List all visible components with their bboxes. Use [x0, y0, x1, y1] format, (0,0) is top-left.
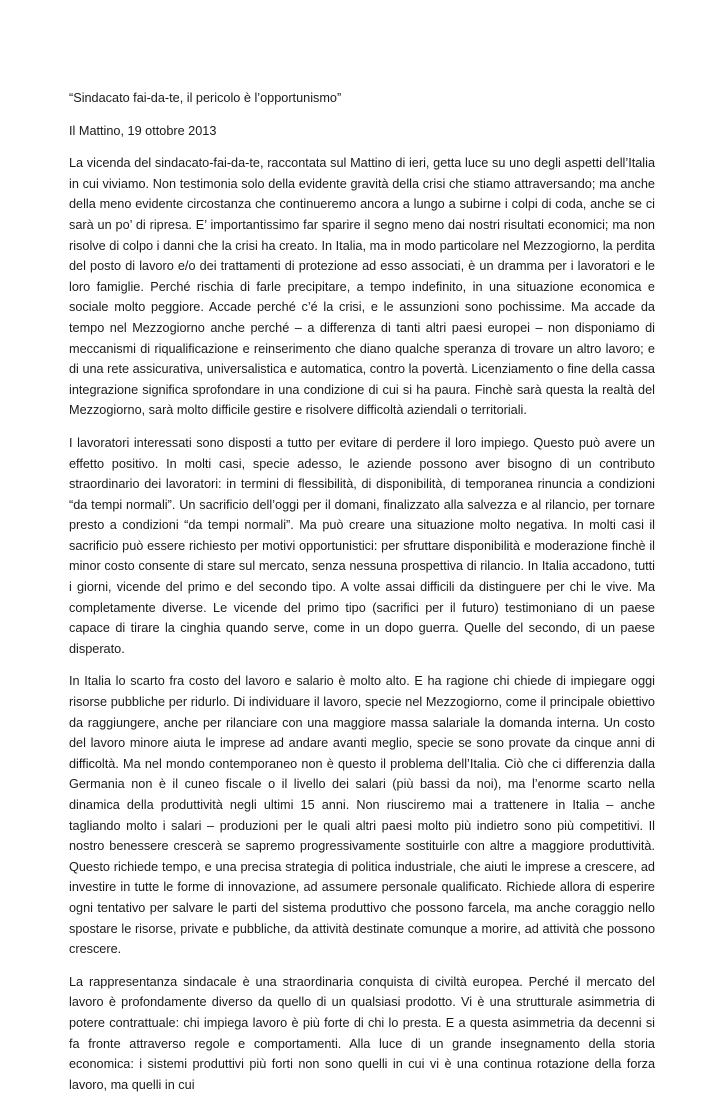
paragraph-2: I lavoratori interessati sono disposti a tutto per evitare di perdere il loro impiego. Questo può avere un effetto positivo. In molti casi, specie adesso, le aziende possono aver bisogno di un contributo straordinario dei lavoratori: in termini di flessibilità, di disponibilità, di temporanea rinuncia a condizioni “da tempi normali”. Un sacrificio dell’oggi per il domani, finalizzato alla salvezza e al rilancio, per tornare presto a condizioni “da tempi normali”. Ma può creare una situazione molto negativa. In molti casi il sacrificio può essere richiesto per motivi opportunistici: per sfruttare disponibilità e moderazione finchè il minor costo consente di stare sul mercato, senza nessuna prospettiva di rilancio. In Italia accadono, tutti i giorni, vicende del primo e del secondo tipo. A volte assai difficili da distinguere per chi le vive. Ma completamente diverse. Le vicende del primo tipo (sacrifici per il futuro) testimoniano di un paese capace di tirare la cinghia quando serve, come in un dopo guerra. Quelle del secondo, di un paese disperato. — [69, 435, 655, 656]
paragraph-4: La rappresentanza sindacale è una straordinaria conquista di civiltà europea. Perché il mercato del lavoro è profondamente diverso da quello di un qualsiasi prodotto. Vi è una strutturale asimmetria di potere contrattuale: chi impiega lavoro è più forte di chi lo presta. E a questa asimmetria da decenni si fa fronte attraverso regole e comportamenti. Alla luce di un grande insegnamento della storia economica: i sistemi produttivi più forti non sono quelli in cui vi è una continua rotazione della forza lavoro, ma quelli in cui — [69, 974, 655, 1092]
document-page — [69, 88, 655, 1107]
paragraph-3: In Italia lo scarto fra costo del lavoro e salario è molto alto. E ha ragione chi chiede di impiegare oggi risorse pubbliche per ridurlo. Di individuare il lavoro, specie nel Mezzogiorno, come il principale obiettivo da raggiungere, anche per rilanciare con una maggiore massa salariale la domanda interna. Un costo del lavoro minore aiuta le imprese ad andare avanti meglio, specie se sono provate da cinque anni di difficoltà. Ma nel mondo contemporaneo non è questo il problema dell’Italia. Ciò che ci differenzia dalla Germania non è il cuneo fiscale o il livello dei salari (più bassi da noi), ma l’enorme scarto nella dinamica della produttività negli ultimi 15 anni. Non riusciremo mai a trattenere in Italia – anche tagliando molto i salari – produzioni per le quali altri paesi molto più indietro sono più competitivi. Il nostro benessere crescerà se sapremo progressivamente sostituirle con altre a maggiore produttività. Questo richiede tempo, e una precisa strategia di politica industriale, che aiuti le imprese a crescere, ad investire in tutte le forme di innovazione, ad assumere personale qualificato. Richiede allora di esperire ogni tentativo per salvare le parti del sistema produttivo che possono farcela, ma anche coraggio nello spostare le risorse, private e pubbliche, da attività destinate comunque a morire, ad attività che possono crescere. — [69, 674, 655, 957]
article-source-date: Il Mattino, 19 ottobre 2013 — [69, 123, 217, 138]
article-title: “Sindacato fai-da-te, il pericolo è l’opportunismo” — [69, 91, 342, 105]
paragraph-1: La vicenda del sindacato-fai-da-te, raccontata sul Mattino di ieri, getta luce su uno degli aspetti dell’Italia in cui viviamo. Non testimonia solo della evidente gravità della crisi che stiamo attraversando; ma anche della meno evidente circostanza che continueremo ancora a lungo a subirne i colpi di coda, anche se ci sarà un po’ di ripresa. E’ importantissimo far sparire il segno meno dai nostri risultati economici; ma non risolve di colpo i danni che la crisi ha creato. In Italia, ma in modo particolare nel Mezzogiorno, la perdita del posto di lavoro e/o dei trattamenti di protezione ad esso associati, è un dramma per i lavoratori e le loro famiglie. Perché rischia di farle precipitare, a tempo indefinito, in una situazione economica e sociale molto peggiore. Accade perché c’é la crisi, e le assunzioni sono pochissime. Ma accade da tempo nel Mezzogiorno anche perché – a differenza di tanti altri paesi europei – non disponiamo di meccanismi di riqualificazione e reinserimento che diano qualche speranza di trovare un altro lavoro; e di una rete assicurativa, universalistica e automatica, contro la povertà. Licenziamento o fine della cassa integrazione significa sprofondare in una condizione di cui si ha paura. Finchè sarà questa la realtà del Mezzogiorno, sarà molto difficile gestire e risolvere difficoltà aziendali o territoriali. — [69, 156, 655, 418]
